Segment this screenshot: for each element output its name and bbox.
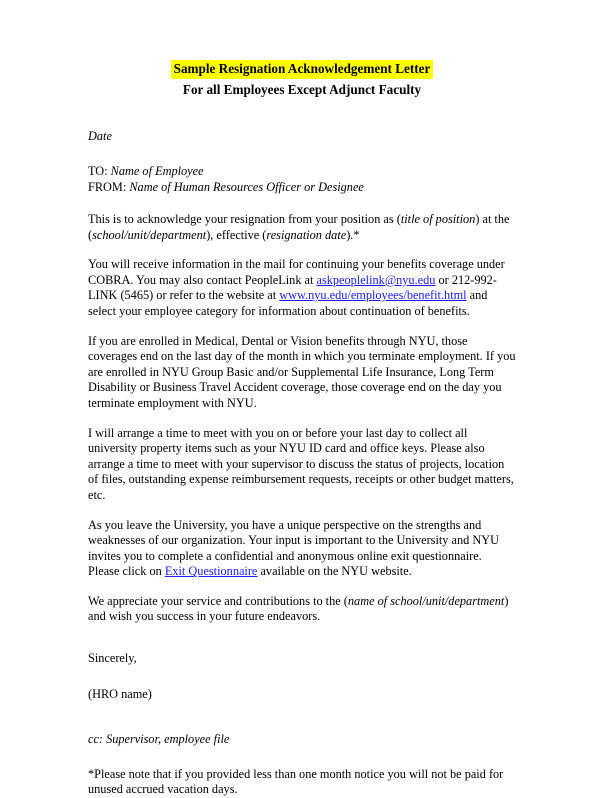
- p5-text-b: available on the NYU website.: [257, 564, 412, 579]
- page-title: Sample Resignation Acknowledgement Letter: [171, 60, 434, 79]
- p5-text-a: As you leave the University, you have a unique perspective on the strengths and weaknesses of our organization. Your input is important to the University and NYU invites you to complete a confidential and anonymous online exit questionnaire. Please click on: [88, 517, 499, 579]
- p1-placeholder-unit: school/unit/department: [92, 227, 207, 242]
- p1-placeholder-date: resignation date: [266, 227, 347, 242]
- from-line: [88, 180, 516, 196]
- paragraph-acknowledgement: [88, 212, 516, 243]
- paragraph-exit-questionnaire: [88, 518, 516, 580]
- p1-text-b: ) at the (: [88, 212, 510, 242]
- email-link-peoplelink[interactable]: askpeoplelink@nyu.edu: [316, 272, 436, 287]
- recipient-block: [88, 164, 516, 195]
- cc-line: cc: Supervisor, employee file: [88, 731, 230, 746]
- paragraph-property-return: I will arrange a time to meet with you on or before your last day to collect all university property items such as your NYU ID card and office keys. Please also arrange a time to meet with your supervisor to discuss the status of projects, location of files, outstanding expense reimbursement requests, receipts or other budget matters, etc.: [88, 425, 514, 502]
- p1-text-c: ), effective (: [206, 227, 267, 242]
- p2-text-b: or 212-992-LINK (5465) or refer to the website at: [88, 272, 497, 303]
- from-label: FROM:: [88, 179, 127, 194]
- benefits-website-link[interactable]: www.nyu.edu/employees/benefit.html: [279, 288, 467, 303]
- p1-text-d: ).*: [346, 227, 360, 242]
- to-line: [88, 164, 516, 180]
- p2-text-c: and select your employee category for information about continuation of benefits.: [88, 288, 488, 318]
- paragraph-benefits-cobra: [88, 257, 516, 319]
- exit-questionnaire-link[interactable]: Exit Questionnaire: [164, 564, 258, 579]
- paragraph-coverage-end: If you are enrolled in Medical, Dental or Vision benefits through NYU, those coverages end on the last day of the month in which you terminate employment. If you are enrolled in NYU Group Basic and/or Supplemental Life Insurance, Long Term Disability or Business Travel Accident coverage, those coverage end on the day you terminate employment with NYU.: [88, 333, 516, 410]
- closing-line: Sincerely,: [88, 651, 137, 666]
- p1-placeholder-title: title of position: [400, 212, 476, 226]
- p2-text-a: You will receive information in the mail for continuing your benefits coverage under COBRA. You may also contact PeopleLink at: [88, 257, 505, 287]
- footnote: *Please note that if you provided less than one month notice you will not be paid for unused accrued vacation days.: [88, 766, 504, 797]
- page-subtitle: For all Employees Except Adjunct Faculty: [182, 82, 422, 97]
- from-value: Name of Human Resources Officer or Designee: [129, 179, 364, 194]
- to-label: TO:: [88, 164, 108, 178]
- signature-name: (HRO name): [88, 686, 152, 701]
- p1-text-a: This is to acknowledge your resignation from your position as (: [88, 212, 401, 226]
- p6-text-a: We appreciate your service and contributions to the (: [88, 593, 348, 608]
- letter-title-block: [88, 60, 516, 99]
- p6-text-b: ) and wish you success in your future endeavors.: [88, 593, 509, 624]
- paragraph-appreciation: [88, 594, 516, 625]
- p6-placeholder-unit: name of school/unit/department: [347, 593, 505, 608]
- to-value: Name of Employee: [110, 164, 204, 178]
- date-placeholder: Date: [88, 129, 112, 143]
